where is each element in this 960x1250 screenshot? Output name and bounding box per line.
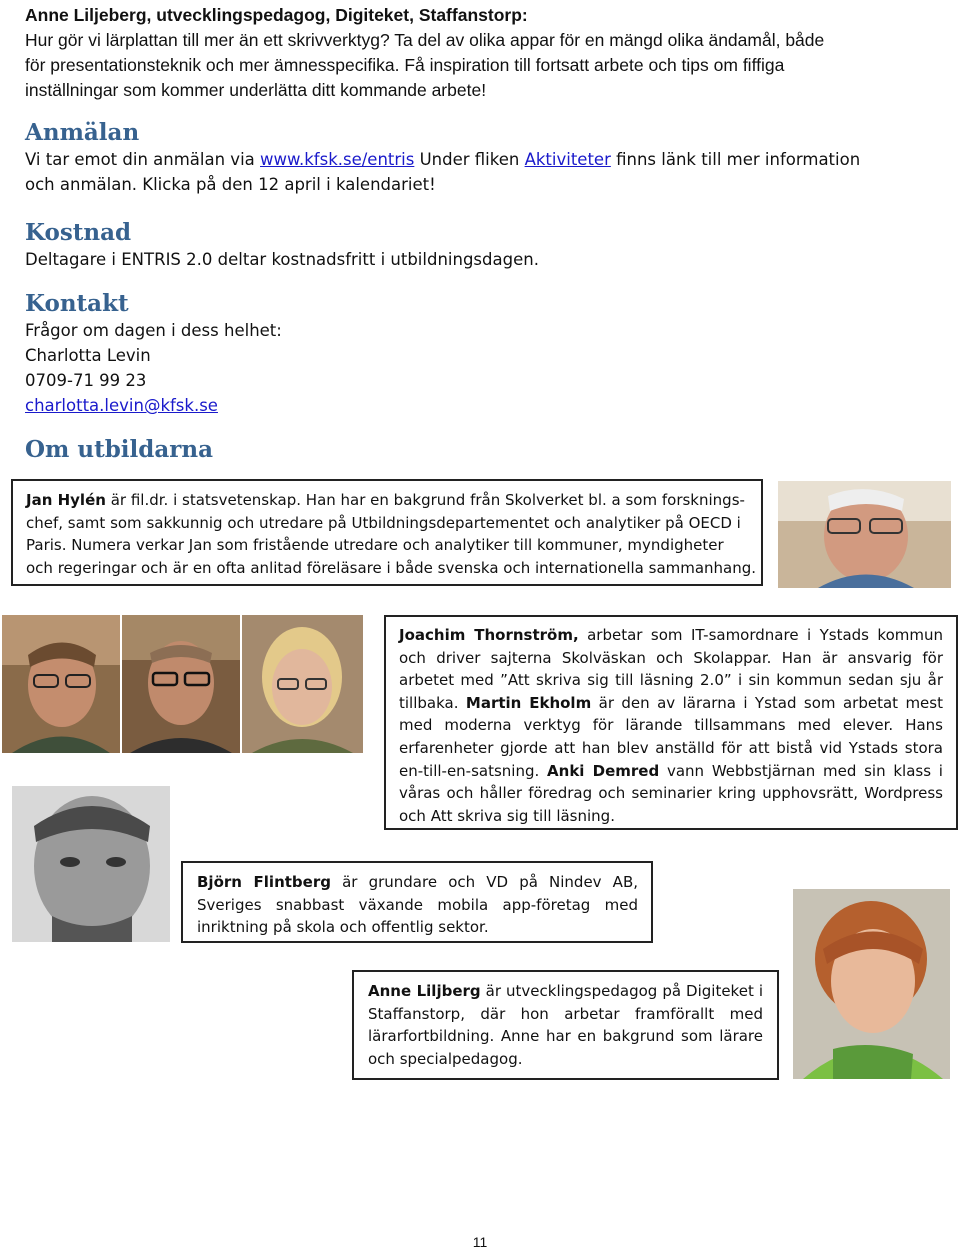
jan-text: är fil.dr. i statsvetenskap. Han har en bakgrund från Skolverket bl. a som forsknings-: [105, 491, 745, 509]
kontakt-phone: 0709-71 99 23: [25, 371, 147, 390]
bjorn-name: Björn Flintberg: [197, 873, 331, 891]
anmalan-line2: och anmälan. Klicka på den 12 april i kalendariet!: [25, 175, 436, 194]
anne-name: Anne Liljberg: [368, 982, 481, 1000]
intro-section: [25, 3, 935, 103]
anmalan-mid: Under fliken: [414, 150, 525, 169]
martin-photo: [122, 615, 240, 753]
kontakt-line: Frågor om dagen i dess helhet:: [25, 321, 282, 340]
anne-text: är utvecklingspedagog på Digiteket i Staffanstorp, där hon arbetar framförallt med lärarfortbildning. Anne har en bakgrund som lärare och specialpedagog.: [368, 982, 763, 1068]
intro-line: för presentationsteknik och mer ämnesspecifika. Få inspiration till fortsatt arbete och tips om fiffiga: [25, 55, 785, 75]
anne-photo: [793, 889, 950, 1079]
jan-bio-box: [11, 479, 763, 586]
om-heading: Om utbildarna: [25, 436, 214, 463]
intro-title: Anne Liljeberg, utvecklingspedagog, Digiteket, Staffanstorp:: [25, 5, 528, 25]
kontakt-name: Charlotta Levin: [25, 346, 151, 365]
entris-link[interactable]: www.kfsk.se/entris: [260, 150, 415, 169]
joachim-name: Joachim Thornström,: [399, 626, 579, 644]
anki-text: vann Webbstjärnan med sin klass i våras och håller föredrag och seminarier kring upphovsrätt, Wordpress och Att skriva sig till läsning.: [399, 761, 943, 825]
anmalan-text: [25, 147, 945, 197]
jan-text: och regeringar och är en ofta anlitad föreläsare i både svenska och internationella sammanhang.: [26, 558, 757, 577]
jan-photo: [778, 481, 951, 588]
kostnad-text: Deltagare i ENTRIS 2.0 deltar kostnadsfritt i utbildningsdagen.: [25, 250, 539, 269]
kontakt-email-link[interactable]: charlotta.levin@kfsk.se: [25, 396, 218, 415]
intro-line: Hur gör vi lärplattan till mer än ett skrivverktyg? Ta del av olika appar för en mängd olika ändamål, både: [25, 30, 825, 50]
anmalan-post: finns länk till mer information: [610, 150, 861, 169]
bjorn-text: är grundare och VD på Nindev AB, Sveriges snabbast växande mobila app-företag med inriktning på skola och offentlig sektor.: [197, 873, 638, 937]
anki-photo: [242, 615, 363, 753]
aktiviteter-link[interactable]: Aktiviteter: [524, 150, 611, 169]
joachim-text: arbetar som IT-samordnare i Ystads kommun och driver sajterna Skolväskan och Skolappar. Han är ansvarig för arbetet med ”Att skriva sig till läsning 2.0” i sin kommun sedan sju år tillbaka.: [399, 626, 943, 712]
kontakt-heading: Kontakt: [25, 290, 129, 317]
trio-bio-box: [384, 615, 958, 830]
joachim-photo: [2, 615, 120, 753]
anmalan-heading: Anmälan: [25, 119, 140, 146]
martin-text: är den av lärarna i Ystad som arbetat mest med moderna verktyg för lärande tillsammans med elever. Hans erfarenheter gjorde att han blev anställd för att bistå vid Ystads stora en-till-en-satsning.: [399, 693, 943, 780]
bjorn-photo: [12, 786, 170, 942]
jan-name: Jan Hylén: [26, 491, 106, 509]
kontakt-text: [25, 318, 282, 418]
anki-name: Anki Demred: [547, 761, 660, 780]
bjorn-bio-box: [181, 861, 653, 943]
jan-text: Paris. Numera verkar Jan som fristående utredare och analytiker till kommuner, myndigheter: [26, 536, 724, 555]
anmalan-pre: Vi tar emot din anmälan via: [25, 150, 261, 169]
kostnad-heading: Kostnad: [25, 219, 132, 246]
intro-line: inställningar som kommer underlätta ditt kommande arbete!: [25, 80, 487, 100]
martin-name: Martin Ekholm: [465, 693, 592, 712]
page-number: 11: [472, 1234, 488, 1250]
anne-bio-box: [352, 970, 779, 1080]
jan-text: chef, samt som sakkunnig och utredare på Utbildningsdepartementet och analytiker på OECD i: [26, 513, 741, 532]
